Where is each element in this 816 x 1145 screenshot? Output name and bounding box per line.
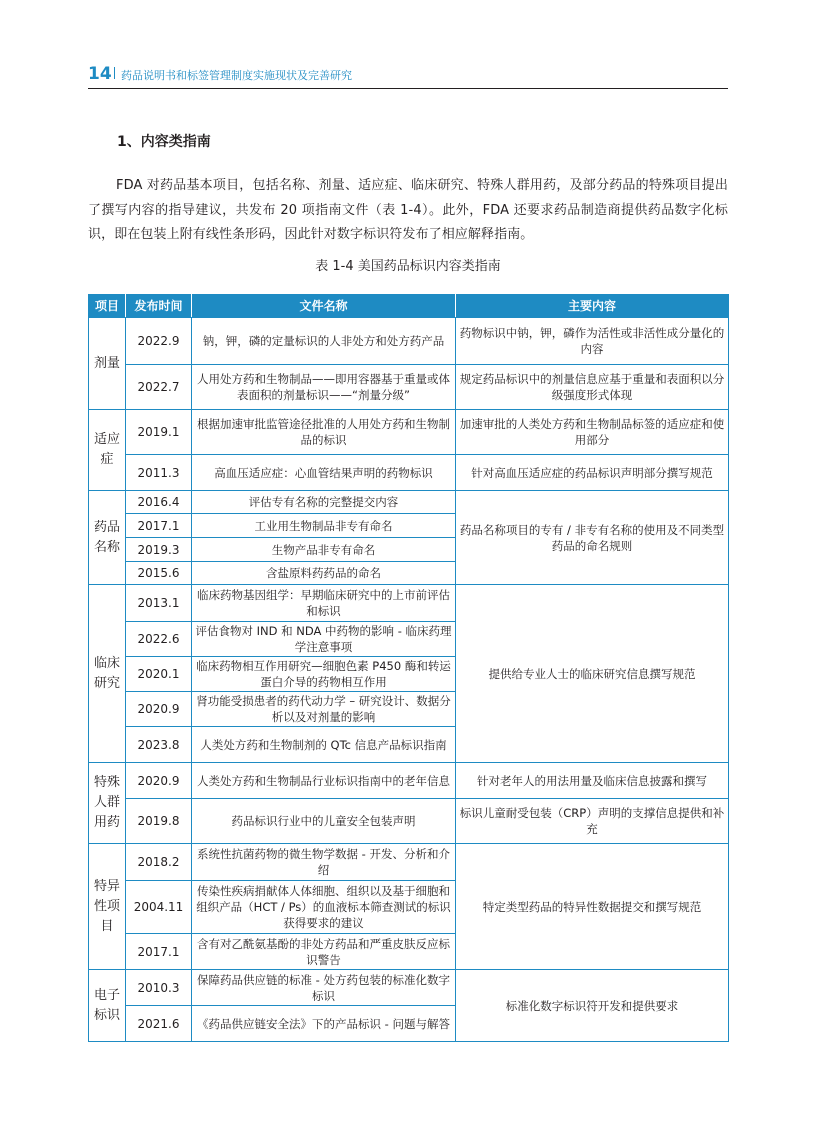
document-cell: 临床药物基因组学：早期临床研究中的上市前评估和标识 (192, 585, 456, 622)
date-cell: 2022.6 (126, 622, 192, 657)
content-cell: 特定类型药品的特异性数据提交和撰写规范 (456, 844, 729, 970)
document-cell: 人类处方药和生物制品行业标识指南中的老年信息 (192, 763, 456, 799)
category-cell: 剂量 (89, 318, 126, 410)
content-cell: 提供给专业人士的临床研究信息撰写规范 (456, 585, 729, 763)
column-header-content: 主要内容 (456, 295, 729, 318)
column-header-date: 发布时间 (126, 295, 192, 318)
date-cell: 2015.6 (126, 562, 192, 585)
date-cell: 2004.11 (126, 881, 192, 934)
content-cell: 加速审批的人类处方药和生物制品标签的适应症和使用部分 (456, 410, 729, 455)
date-cell: 2016.4 (126, 491, 192, 514)
document-cell: 人用处方药和生物制品——即用容器基于重量或体表面积的剂量标识——“剂量分级” (192, 365, 456, 410)
table-row (89, 585, 729, 622)
date-cell: 2021.6 (126, 1006, 192, 1042)
table-row (89, 763, 729, 799)
table-row (89, 318, 729, 365)
date-cell: 2011.3 (126, 455, 192, 491)
document-cell: 评估食物对 IND 和 NDA 中药物的影响 - 临床药理学注意事项 (192, 622, 456, 657)
table-row (89, 491, 729, 514)
section-heading: 1、内容类指南 (117, 134, 211, 150)
document-cell: 传染性疾病捐献体人体细胞、组织以及基于细胞和组织产品（HCT / Ps）的血液标本筛查测试的标识获得要求的建议 (192, 881, 456, 934)
guidance-table (88, 294, 729, 1042)
document-cell: 钠，钾，磷的定量标识的人非处方和处方药产品 (192, 318, 456, 365)
table-row (89, 410, 729, 455)
category-cell: 临床研究 (89, 585, 126, 763)
document-cell: 系统性抗菌药物的微生物学数据 - 开发、分析和介绍 (192, 844, 456, 881)
date-cell: 2020.1 (126, 657, 192, 692)
date-cell: 2013.1 (126, 585, 192, 622)
document-cell: 肾功能受损患者的药代动力学 – 研究设计、数据分析以及对剂量的影响 (192, 692, 456, 727)
content-cell: 药物标识中钠，钾，磷作为活性或非活性成分量化的内容 (456, 318, 729, 365)
date-cell: 2022.7 (126, 365, 192, 410)
content-cell: 针对老年人的用法用量及临床信息披露和撰写 (456, 763, 729, 799)
table-row (89, 799, 729, 844)
date-cell: 2023.8 (126, 727, 192, 763)
table-caption: 表 1-4 美国药品标识内容类指南 (315, 259, 501, 274)
document-cell: 保障药品供应链的标准 - 处方药包装的标准化数字标识 (192, 970, 456, 1006)
date-cell: 2010.3 (126, 970, 192, 1006)
content-cell: 规定药品标识中的剂量信息应基于重量和表面积以分级强度形式体现 (456, 365, 729, 410)
category-cell: 特殊人群用药 (89, 763, 126, 844)
content-cell: 针对高血压适应症的药品标识声明部分撰写规范 (456, 455, 729, 491)
document-cell: 根据加速审批监管途径批准的人用处方药和生物制品的标识 (192, 410, 456, 455)
table-header-row (89, 295, 729, 318)
date-cell: 2019.1 (126, 410, 192, 455)
date-cell: 2020.9 (126, 763, 192, 799)
document-cell: 工业用生物制品非专有命名 (192, 514, 456, 538)
column-header-document: 文件名称 (192, 295, 456, 318)
header-divider (114, 67, 115, 79)
date-cell: 2017.1 (126, 934, 192, 970)
document-cell: 评估专有名称的完整提交内容 (192, 491, 456, 514)
document-cell: 生物产品非专有命名 (192, 538, 456, 562)
table-row (89, 844, 729, 881)
date-cell: 2017.1 (126, 514, 192, 538)
body-paragraph: FDA 对药品基本项目，包括名称、剂量、适应症、临床研究、特殊人群用药，及部分药品的特殊项目提出了撰写内容的指导建议，共发布 20 项指南文件（表 1-4）。此外，FDA 还要求药品制造商提供药品数字化标识，即在包装上附有线性条形码，因此针对数字标识符发布了相应解释指南。 (88, 178, 728, 242)
date-cell: 2019.3 (126, 538, 192, 562)
table-row (89, 970, 729, 1006)
category-cell: 适应症 (89, 410, 126, 491)
date-cell: 2018.2 (126, 844, 192, 881)
date-cell: 2020.9 (126, 692, 192, 727)
document-cell: 《药品供应链安全法》下的产品标识 - 问题与解答 (192, 1006, 456, 1042)
document-cell: 含有对乙酰氨基酚的非处方药品和严重皮肤反应标识警告 (192, 934, 456, 970)
column-header-item: 项目 (89, 295, 126, 318)
running-header (88, 62, 728, 89)
category-cell: 药品名称 (89, 491, 126, 585)
date-cell: 2019.8 (126, 799, 192, 844)
document-cell: 高血压适应症：心血管结果声明的药物标识 (192, 455, 456, 491)
category-cell: 电子标识 (89, 970, 126, 1042)
table-row (89, 365, 729, 410)
content-cell: 标识儿童耐受包装（CRP）声明的支撑信息提供和补充 (456, 799, 729, 844)
date-cell: 2022.9 (126, 318, 192, 365)
category-cell: 特异性项目 (89, 844, 126, 970)
document-cell: 药品标识行业中的儿童安全包装声明 (192, 799, 456, 844)
content-cell: 标准化数字标识符开发和提供要求 (456, 970, 729, 1042)
page-number: 14 (88, 64, 112, 84)
document-cell: 含盐原料药药品的命名 (192, 562, 456, 585)
content-cell: 药品名称项目的专有 / 非专有名称的使用及不同类型药品的命名规则 (456, 491, 729, 585)
document-cell: 临床药物相互作用研究—细胞色素 P450 酶和转运蛋白介导的药物相互作用 (192, 657, 456, 692)
document-cell: 人类处方药和生物制剂的 QTc 信息产品标识指南 (192, 727, 456, 763)
running-title: 药品说明书和标签管理制度实施现状及完善研究 (121, 69, 352, 82)
table-row (89, 455, 729, 491)
